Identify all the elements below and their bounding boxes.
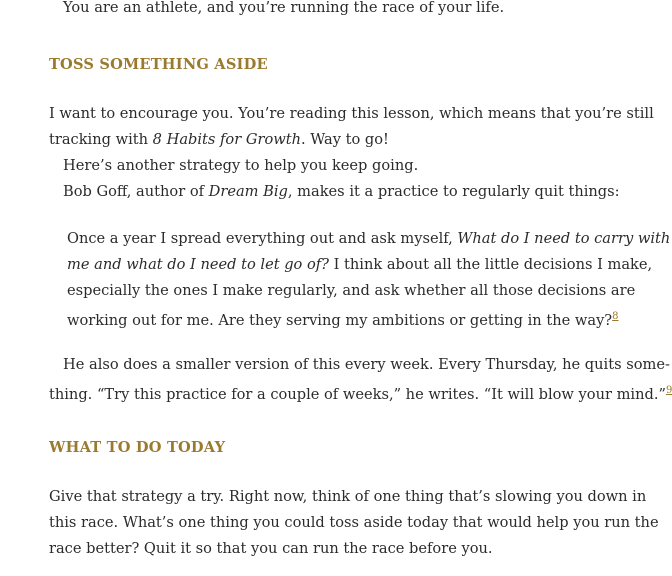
paragraph-text: I want to encourage you. You’re reading this lesson, which means that you’re still xyxy=(49,105,654,122)
quote-line xyxy=(67,229,670,249)
intro-paragraph xyxy=(63,0,504,18)
quote-text: especially the ones I make regularly, and ask whether all those decisions are xyxy=(67,282,636,299)
paragraph-text: this race. What’s one thing you could toss aside today that would help you run the xyxy=(49,514,659,531)
book-title: 8 Habits for Growth xyxy=(152,131,302,148)
paragraph-line xyxy=(63,156,418,176)
paragraph-text: Here’s another strategy to help you keep going. xyxy=(63,157,419,174)
section-heading-toss: TOSS SOMETHING ASIDE xyxy=(49,56,268,73)
paragraph-text: He also does a smaller version of this every week. Every Thursday, he quits some- xyxy=(63,356,670,373)
quote-line xyxy=(67,255,652,275)
paragraph-line xyxy=(49,104,654,124)
quote-line xyxy=(67,307,619,331)
quote-text: I think about all the little decisions I make, xyxy=(329,256,653,273)
paragraph-line xyxy=(49,130,389,150)
paragraph-text: Bob Goff, author of xyxy=(63,183,209,200)
book-title: Dream Big xyxy=(208,183,288,200)
quote-line xyxy=(67,281,635,301)
paragraph-line xyxy=(49,487,646,507)
quote-text: working out for me. Are they serving my ambitions or getting in the way? xyxy=(67,312,613,329)
paragraph-line xyxy=(49,513,659,533)
footnote-link-9[interactable]: 9 xyxy=(665,385,672,396)
quote-italic: What do I need to carry with xyxy=(457,230,671,247)
paragraph-text: thing. “Try this practice for a couple of weeks,” he writes. “It will blow your mind.” xyxy=(49,386,666,403)
paragraph-text: Give that strategy a try. Right now, think of one thing that’s slowing you down in xyxy=(49,488,647,505)
quote-text: Once a year I spread everything out and ask myself, xyxy=(67,230,458,247)
quote-italic: me and what do I need to let go of? xyxy=(67,256,329,273)
paragraph-line xyxy=(49,539,493,559)
paragraph-line xyxy=(49,381,672,405)
footnote-link-8[interactable]: 8 xyxy=(612,311,619,322)
section-heading-today: WHAT TO DO TODAY xyxy=(49,439,226,456)
paragraph-line xyxy=(63,355,670,375)
paragraph-line xyxy=(63,182,620,202)
paragraph-text: race better? Quit it so that you can run the race before you. xyxy=(49,540,493,557)
paragraph-text: , makes it a practice to regularly quit things: xyxy=(287,183,620,200)
paragraph-text: tracking with xyxy=(49,131,153,148)
paragraph-text: You are an athlete, and you’re running the race of your life. xyxy=(63,0,505,16)
paragraph-text: . Way to go! xyxy=(301,131,389,148)
